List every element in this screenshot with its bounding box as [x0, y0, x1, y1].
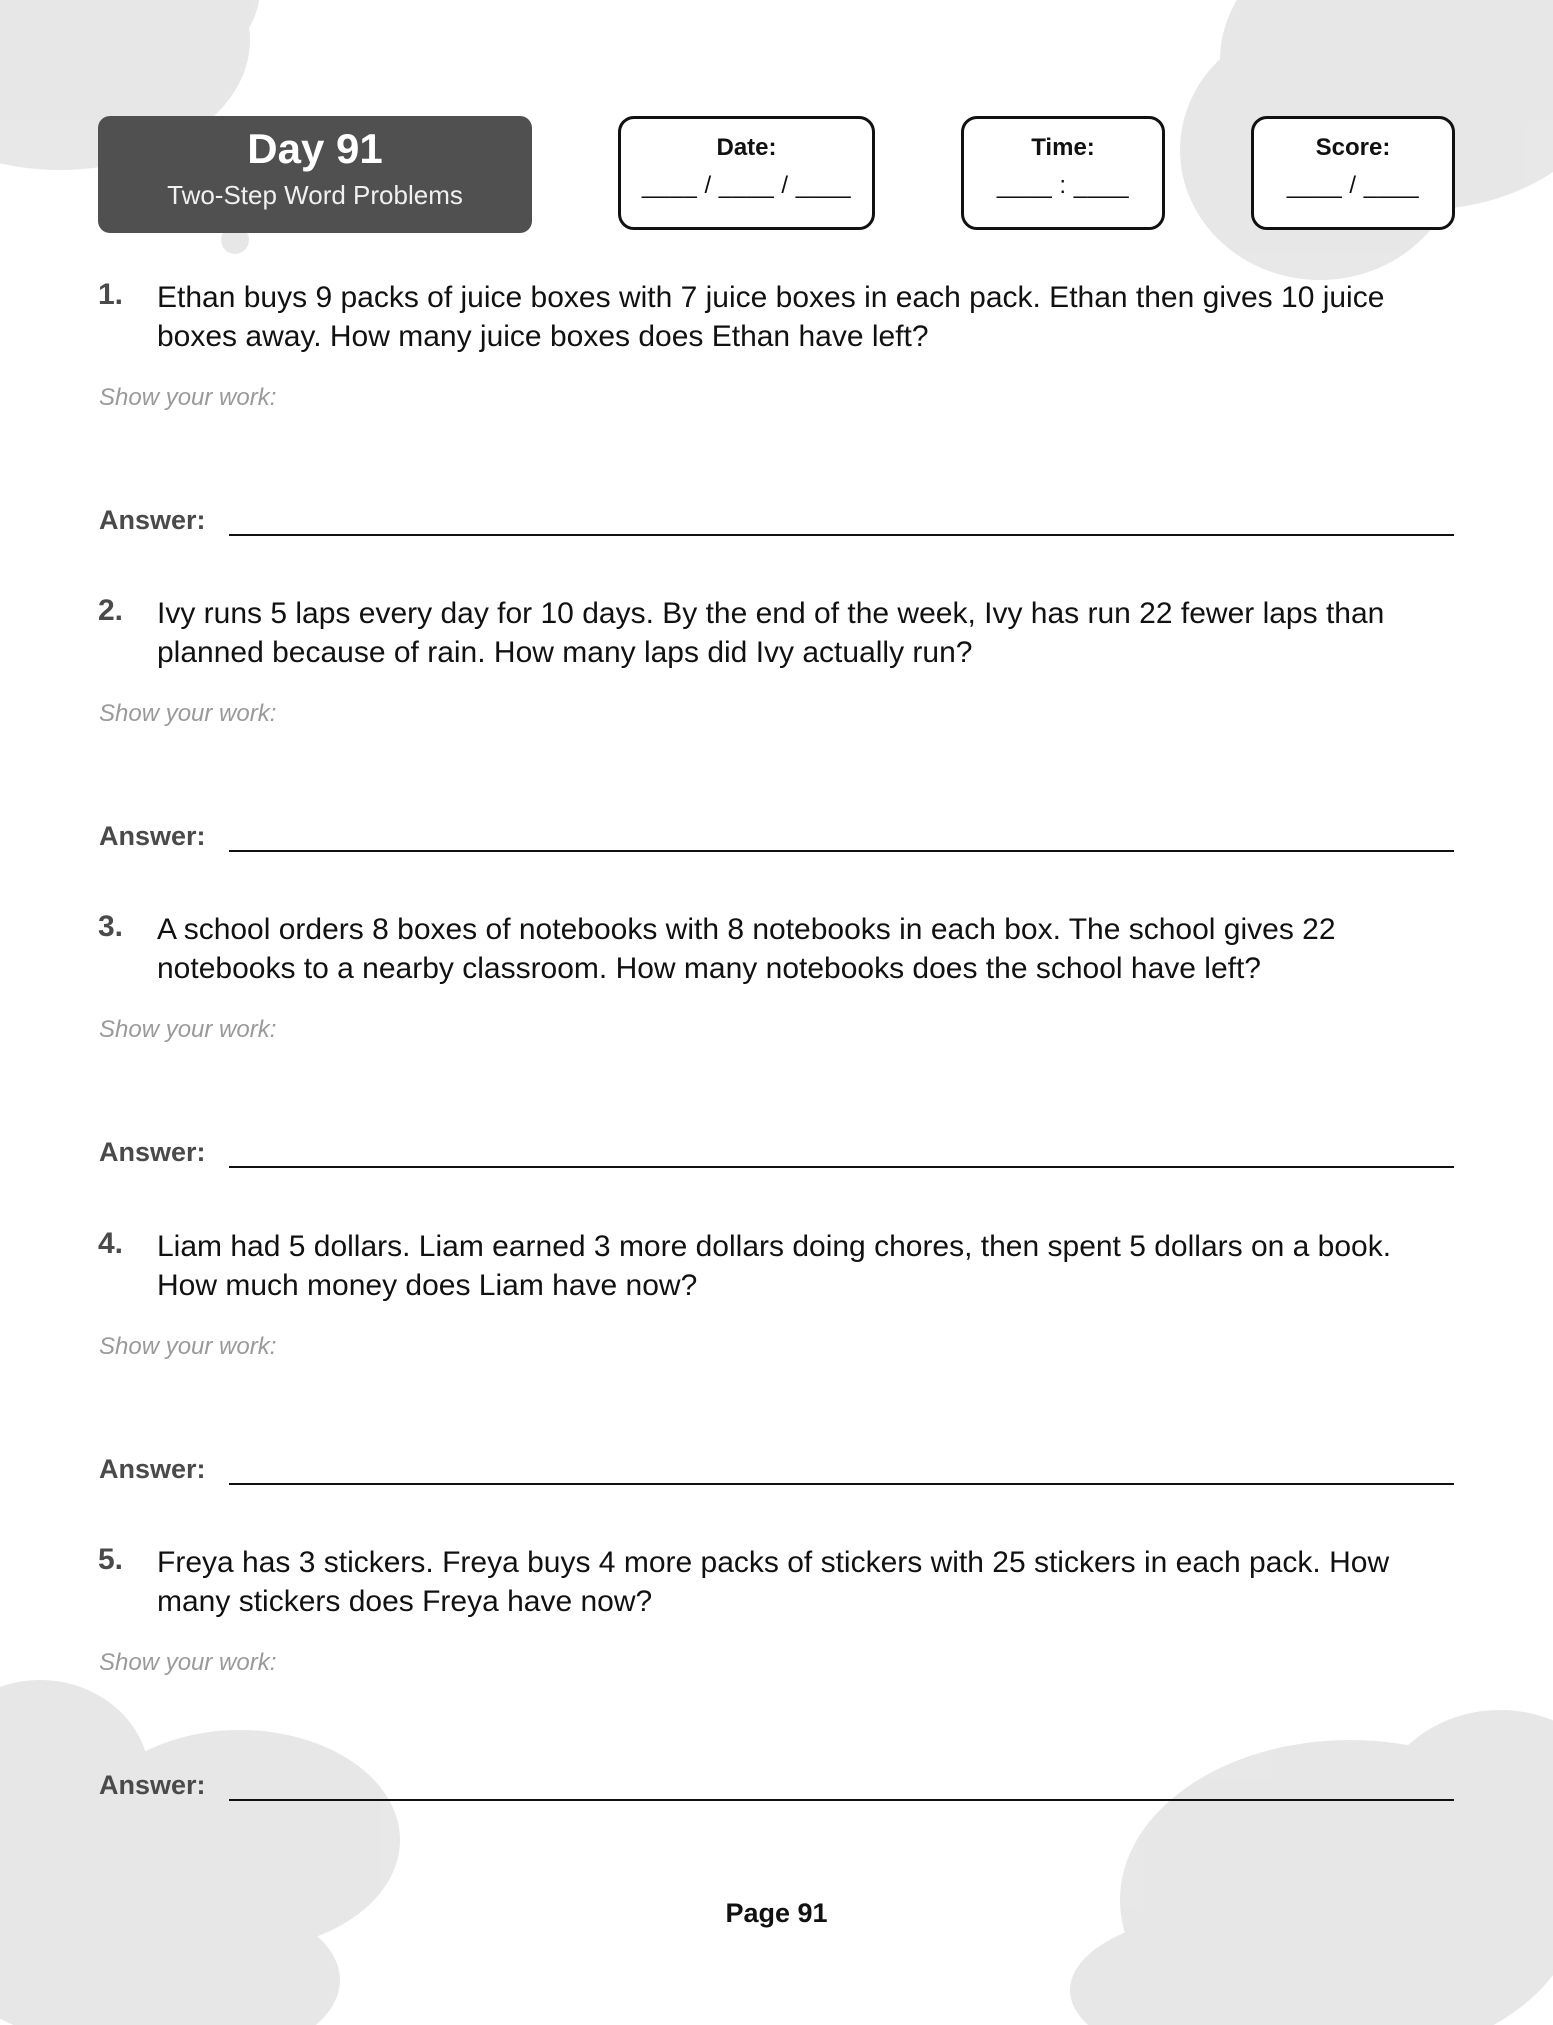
- answer-line[interactable]: [229, 1483, 1454, 1485]
- problem-text: Ivy runs 5 laps every day for 10 days. By the end of the week, Ivy has run 22 fewer laps than planned because of rain. How many laps did Ivy actually run?: [157, 597, 1385, 669]
- problem-text: A school orders 8 boxes of notebooks with 8 notebooks in each box. The school gives 22 notebooks to a nearby classroom. How many notebooks does the school have left?: [157, 913, 1336, 985]
- show-work-label: Show your work:: [99, 1333, 277, 1360]
- time-label: Time:: [1031, 134, 1095, 161]
- date-box[interactable]: [618, 116, 875, 230]
- answer-label: Answer:: [99, 1137, 206, 1167]
- time-box[interactable]: [961, 116, 1165, 230]
- problem-number: 2.: [98, 594, 124, 627]
- answer-label: Answer:: [99, 1770, 206, 1800]
- problem-number: 1.: [98, 278, 124, 311]
- show-work-label: Show your work:: [99, 1649, 277, 1676]
- problem-text: Freya has 3 stickers. Freya buys 4 more packs of stickers with 25 stickers in each pack. How many stickers does Freya have now?: [157, 1546, 1390, 1618]
- problem-text: Liam had 5 dollars. Liam earned 3 more dollars doing chores, then spent 5 dollars on a book. How much money does Liam have now?: [157, 1230, 1392, 1302]
- score-label: Score:: [1315, 134, 1391, 161]
- answer-line[interactable]: [229, 534, 1454, 536]
- show-work-label: Show your work:: [99, 700, 277, 727]
- problem-number: 5.: [98, 1543, 124, 1576]
- answer-line[interactable]: [229, 1799, 1454, 1801]
- time-blank[interactable]: ____ : ____: [996, 172, 1130, 199]
- answer-label: Answer:: [99, 505, 206, 535]
- answer-label: Answer:: [99, 821, 206, 851]
- score-box[interactable]: [1251, 116, 1455, 230]
- show-work-label: Show your work:: [99, 1016, 277, 1043]
- score-blank[interactable]: ____ / ____: [1286, 172, 1420, 199]
- worksheet-subtitle: Two-Step Word Problems: [167, 180, 463, 211]
- title-banner: [98, 116, 532, 233]
- page-number: Page 91: [725, 1898, 828, 1928]
- problem-number: 4.: [98, 1227, 124, 1260]
- problem-text: Ethan buys 9 packs of juice boxes with 7 juice boxes in each pack. Ethan then gives 10 juice boxes away. How many juice boxes does Ethan have left?: [157, 281, 1385, 353]
- date-blank[interactable]: ____ / ____ / ____: [641, 172, 852, 199]
- date-label: Date:: [716, 134, 777, 161]
- answer-line[interactable]: [229, 1166, 1454, 1168]
- problem-number: 3.: [98, 910, 124, 943]
- show-work-label: Show your work:: [99, 384, 277, 411]
- day-title: Day 91: [247, 125, 383, 172]
- answer-label: Answer:: [99, 1454, 206, 1484]
- answer-line[interactable]: [229, 850, 1454, 852]
